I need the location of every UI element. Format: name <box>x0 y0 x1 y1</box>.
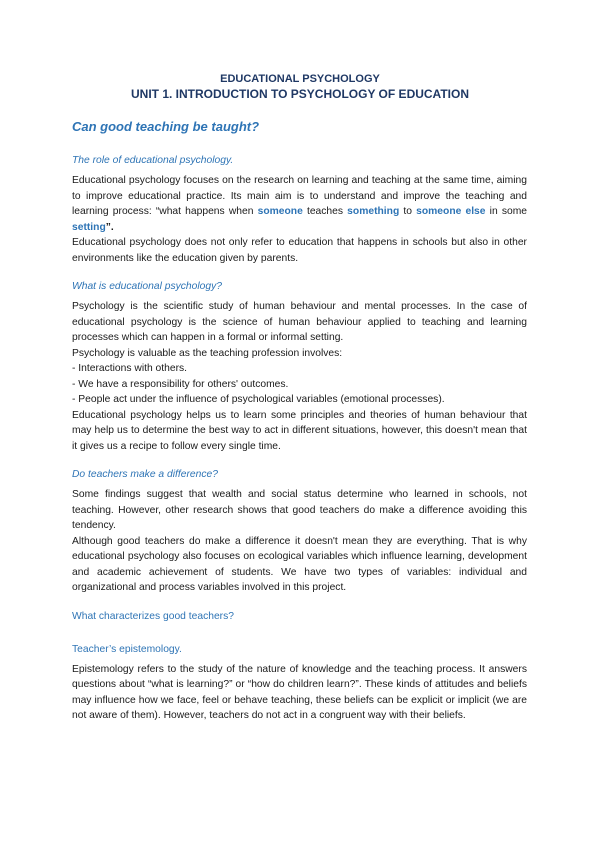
section-heading-role: The role of educational psychology. <box>72 155 234 166</box>
section-heading-difference: Do teachers make a difference? <box>72 469 218 480</box>
section-heading-what: What is educational psychology? <box>72 281 222 292</box>
unit-title: UNIT 1. INTRODUCTION TO PSYCHOLOGY OF EDUCATION <box>130 87 469 101</box>
paragraph-difference-1: Some findings suggest that wealth and social status determine who learned in schools, not teaching. However, other research shows that good teachers do make a difference avoiding this tendency. <box>72 489 527 531</box>
document-body <box>72 118 527 724</box>
paragraph-what-1: Psychology is the scientific study of human behaviour and mental processes. In the case of educational psychology is the science of human behaviour applied to teaching and learning processes which can happen in a formal or informal setting. <box>72 301 527 343</box>
section-heading-good-teachers: What characterizes good teachers? <box>72 610 234 622</box>
paragraph-role-1: Educational psychology focuses on the research on learning and teaching at the same time, aiming to improve educational practice. Its main aim is to understand and improve the teaching and learning process: “what happens when someone teaches something to someone else in some setting”. <box>72 175 527 233</box>
paragraph-epistemology-1: Epistemology refers to the study of the nature of knowledge and the teaching process. It answers questions about “what is learning?” or “how do children learn?”. These kinds of attitudes and beliefs may influence how we face, feel or behave teaching, these beliefs can be explicit or implicit (we are not aware of them). However, teachers do not act in a congruent way with their beliefs. <box>72 663 527 721</box>
list-item: - People act under the influence of psychological variables (emotional processes). <box>72 394 445 405</box>
paragraph-what-2: Psychology is valuable as the teaching profession involves: <box>72 347 343 359</box>
paragraph-difference-2: Although good teachers do make a difference it doesn't mean they are everything. That is why educational psychology also focuses on ecological variables which influence learning, development and academic achievement of students. We have two types of variables: individual and organizational and process variables involved in this project. <box>72 535 527 593</box>
paragraph-what-3: Educational psychology helps us to learn some principles and theories of human behaviour that may help us to determine the best way to act in different situations, however, this doesn't mean that it gives us a recipe to follow every single time. <box>72 409 527 452</box>
course-title: EDUCATIONAL PSYCHOLOGY <box>220 73 380 85</box>
section-heading-epistemology: Teacher’s epistemology. <box>72 643 182 655</box>
paragraph-role-2: Educational psychology does not only refer to education that happens in schools but also in other environments like the education given by parents. <box>72 237 527 264</box>
document-header <box>0 72 600 102</box>
list-item: - We have a responsibility for others' outcomes. <box>72 378 289 390</box>
page-title: Can good teaching be taught? <box>72 119 260 134</box>
list-item: - Interactions with others. <box>72 363 188 374</box>
